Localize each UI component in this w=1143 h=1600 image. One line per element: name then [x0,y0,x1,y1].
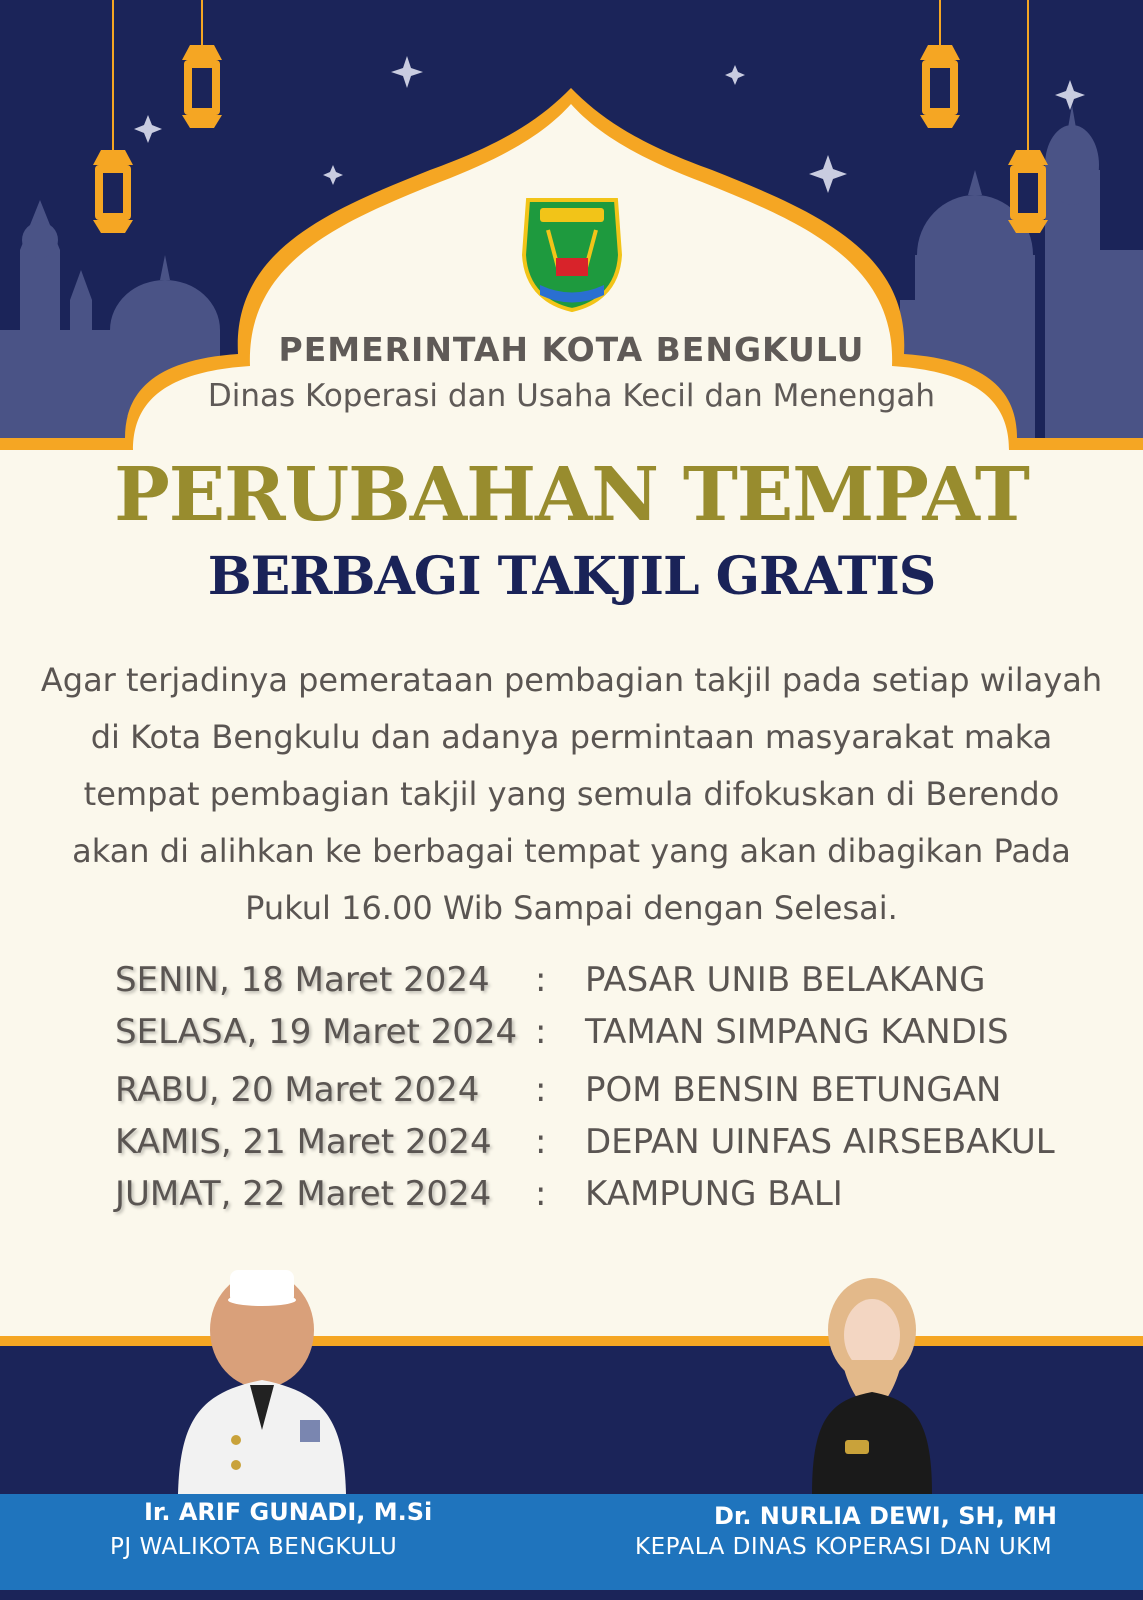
official-title: PJ WALIKOTA BENGKULU [110,1534,398,1560]
official-name: Dr. NURLIA DEWI, SH, MH [714,1502,1058,1530]
schedule-day: SELASA, 19 Maret 2024 [115,1012,518,1052]
schedule-row [0,1070,1143,1120]
schedule-day: RABU, 20 Maret 2024 [115,1070,480,1110]
schedule-day: SENIN, 18 Maret 2024 [115,960,490,1000]
schedule-place: POM BENSIN BETUNGAN [585,1070,1002,1110]
schedule-day: KAMIS, 21 Maret 2024 [115,1122,492,1162]
government-name: PEMERINTAH KOTA BENGKULU [278,330,865,369]
schedule-day: JUMAT, 22 Maret 2024 [115,1174,492,1214]
schedule-place: PASAR UNIB BELAKANG [585,960,986,1000]
headline: PERUBAHAN TEMPAT [114,452,1029,538]
schedule-separator: : [535,1070,547,1110]
schedule-row [0,1122,1143,1172]
department-name: Dinas Koperasi dan Usaha Kecil dan Menengah [207,378,936,414]
schedule-row [0,1174,1143,1224]
city-emblem-icon [524,200,620,310]
schedule-place: TAMAN SIMPANG KANDIS [585,1012,1009,1052]
schedule-separator: : [535,1012,547,1052]
schedule-row [0,1012,1143,1062]
schedule-place: KAMPUNG BALI [585,1174,843,1214]
subheadline: BERBAGI TAKJIL GRATIS [207,546,936,607]
schedule-place: DEPAN UINFAS AIRSEBAKUL [585,1122,1055,1162]
official-title: KEPALA DINAS KOPERASI DAN UKM [635,1534,1053,1560]
schedule-separator: : [535,1122,547,1162]
official-name: Ir. ARIF GUNADI, M.Si [144,1498,433,1526]
announcement-text: Agar terjadinya pemerataan pembagian takjil pada setiap wilayah di Kota Bengkulu dan adanya permintaan masyarakat maka tempat pembagian takjil yang semula difokuskan di Berendo akan di alihkan ke berbagai tempat yang akan dibagikan Pada Pukul 16.00 Wib Sampai dengan Selesai. [40,661,1103,927]
schedule-row [0,960,1143,1010]
schedule-separator: : [535,960,547,1000]
schedule-separator: : [535,1174,547,1214]
